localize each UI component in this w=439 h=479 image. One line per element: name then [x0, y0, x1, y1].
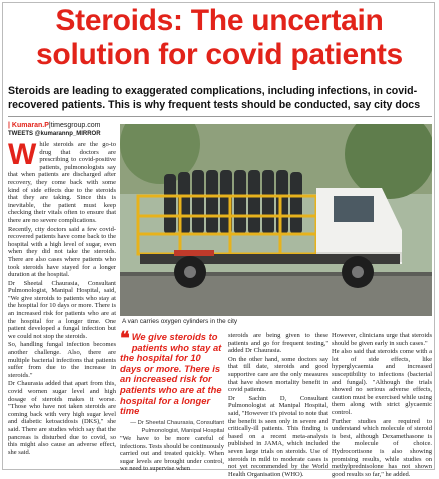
paragraph: However, clinicians urge that steroids should be given early in such cases."	[332, 332, 432, 347]
byline-tweets: TWEETS @kumarannp_MIRROR	[8, 131, 101, 137]
deck-subheadline: Steroids are leading to exaggerated complications, including infections, in covid-recovered patients. This is why frequent tests should be conducted, say city docs	[8, 85, 421, 111]
article-column-4	[332, 332, 432, 479]
paragraph: While steroids are the go-to drug that doctors are prescribing to covid-positive patients, pulmonologists say that when patients are discharged after recovery, they come back with some kind of side effects due to the steroids that they are taking. Since this is inevitable, the patient must keep checking their vitals often to ensure that there are no severe complications.	[8, 138, 116, 224]
quote-mark-icon: ❝	[120, 328, 130, 348]
divider	[8, 116, 432, 117]
paragraph: So, handling fungal infection becomes another challenge. Also, there are multiple bacterial infections that patients suffer from due to the increase in steroids."	[8, 341, 116, 379]
paragraph: Dr Sheetal Chaurasia, Consultant Pulmonologist, Manipal Hospital, said, "We give steroids to patients who stay at the hospital for 10 days or more. There is an increased risk for patients who are at the hospital for a longer time. One patient developed a fungal infection but we could not stop the steroids.	[8, 279, 116, 340]
pull-quote-attribution-2: Pulmonologist, Manipal Hospital	[141, 427, 224, 434]
paragraph: He also said that steroids come with a lot of side effects, like hyperglycaemia and increased susceptibility to infections (bacterial and fungal). "Although the trials showed no serious adverse effects, caution must be exercised while using them along with strict glycaemic control.	[332, 348, 432, 416]
byline-email: |timesgroup.com	[48, 122, 101, 129]
paragraph: steroids are being given to these patients and go for frequent testing," added Dr Chaurasia.	[228, 332, 328, 355]
van-image	[120, 124, 432, 316]
article-column-1	[8, 138, 116, 457]
paragraph: Dr Sachin D, Consultant Pulmonologist at Manipal Hospital, said, "However it's pivotal to note that the benefit is seen only in severe and critically-ill patients. This finding is based on a recent meta-analysis published in JAMA, which included seven large trials on steroids. Use of steroids in mild to moderate cases is not yet recommended by the World Health Organisation (WHO).	[228, 394, 328, 478]
photo-oxygen-van	[120, 124, 432, 316]
pull-quote-attribution-1: — Dr Sheetal Chaurasia, Consultant	[130, 419, 224, 426]
paragraph: On the other hand, some doctors say that till date, steroids and good supportive care are the only measures that have shown mortality benefit in covid patients.	[228, 355, 328, 394]
photo-caption: A van carries oxygen cylinders in the city	[122, 318, 238, 325]
headline-line-1: Steroids: The uncertain	[55, 4, 384, 37]
byline-name: | Kumaran.P	[8, 122, 49, 129]
article-column-3	[228, 332, 328, 479]
headline-line-2: solution for covid patients	[36, 38, 403, 71]
paragraph: Further studies are required to understand which molecule of steroid is best, although Dexamethasone is the molecule of choice. Hydrocortisone is also showing promising results, while studies on methylprednisolone has not shown good results so far," he added.	[332, 417, 432, 478]
paragraph: Dr Chaurasia added that apart from this, covid wornen sugar level and high dosage of steroids makes it worse. "Those who have not taken steroids are coming back with very high sugar level and diabetic ketoacidosis (DKS)," she said. There are studies which say that the pancreas is disturbed due to covid, so this might also cause an adverse effect, she said.	[8, 380, 116, 456]
drop-cap: W	[8, 138, 37, 171]
byline	[8, 121, 100, 130]
article-column-2	[120, 435, 224, 474]
pull-quote	[120, 328, 224, 435]
paragraph: Recently, city doctors said a few covid-recovered patients have come back to the hospital with a high level of sugar, even when they did not take the steroids. There are also cases where patients who took steroids have stayed for a longer duration at the hospital.	[8, 225, 116, 279]
paragraph: "We have to be more careful of infections. Tests should be continuously carried out and treated quickly. When sugar levels are brought under control, we need to supervise when	[120, 435, 224, 473]
pull-quote-text: We give steroids to patients who stay at the hospital for 10 days or more. There is an increased risk for patients who are at the hospital for a longer time	[120, 331, 222, 417]
